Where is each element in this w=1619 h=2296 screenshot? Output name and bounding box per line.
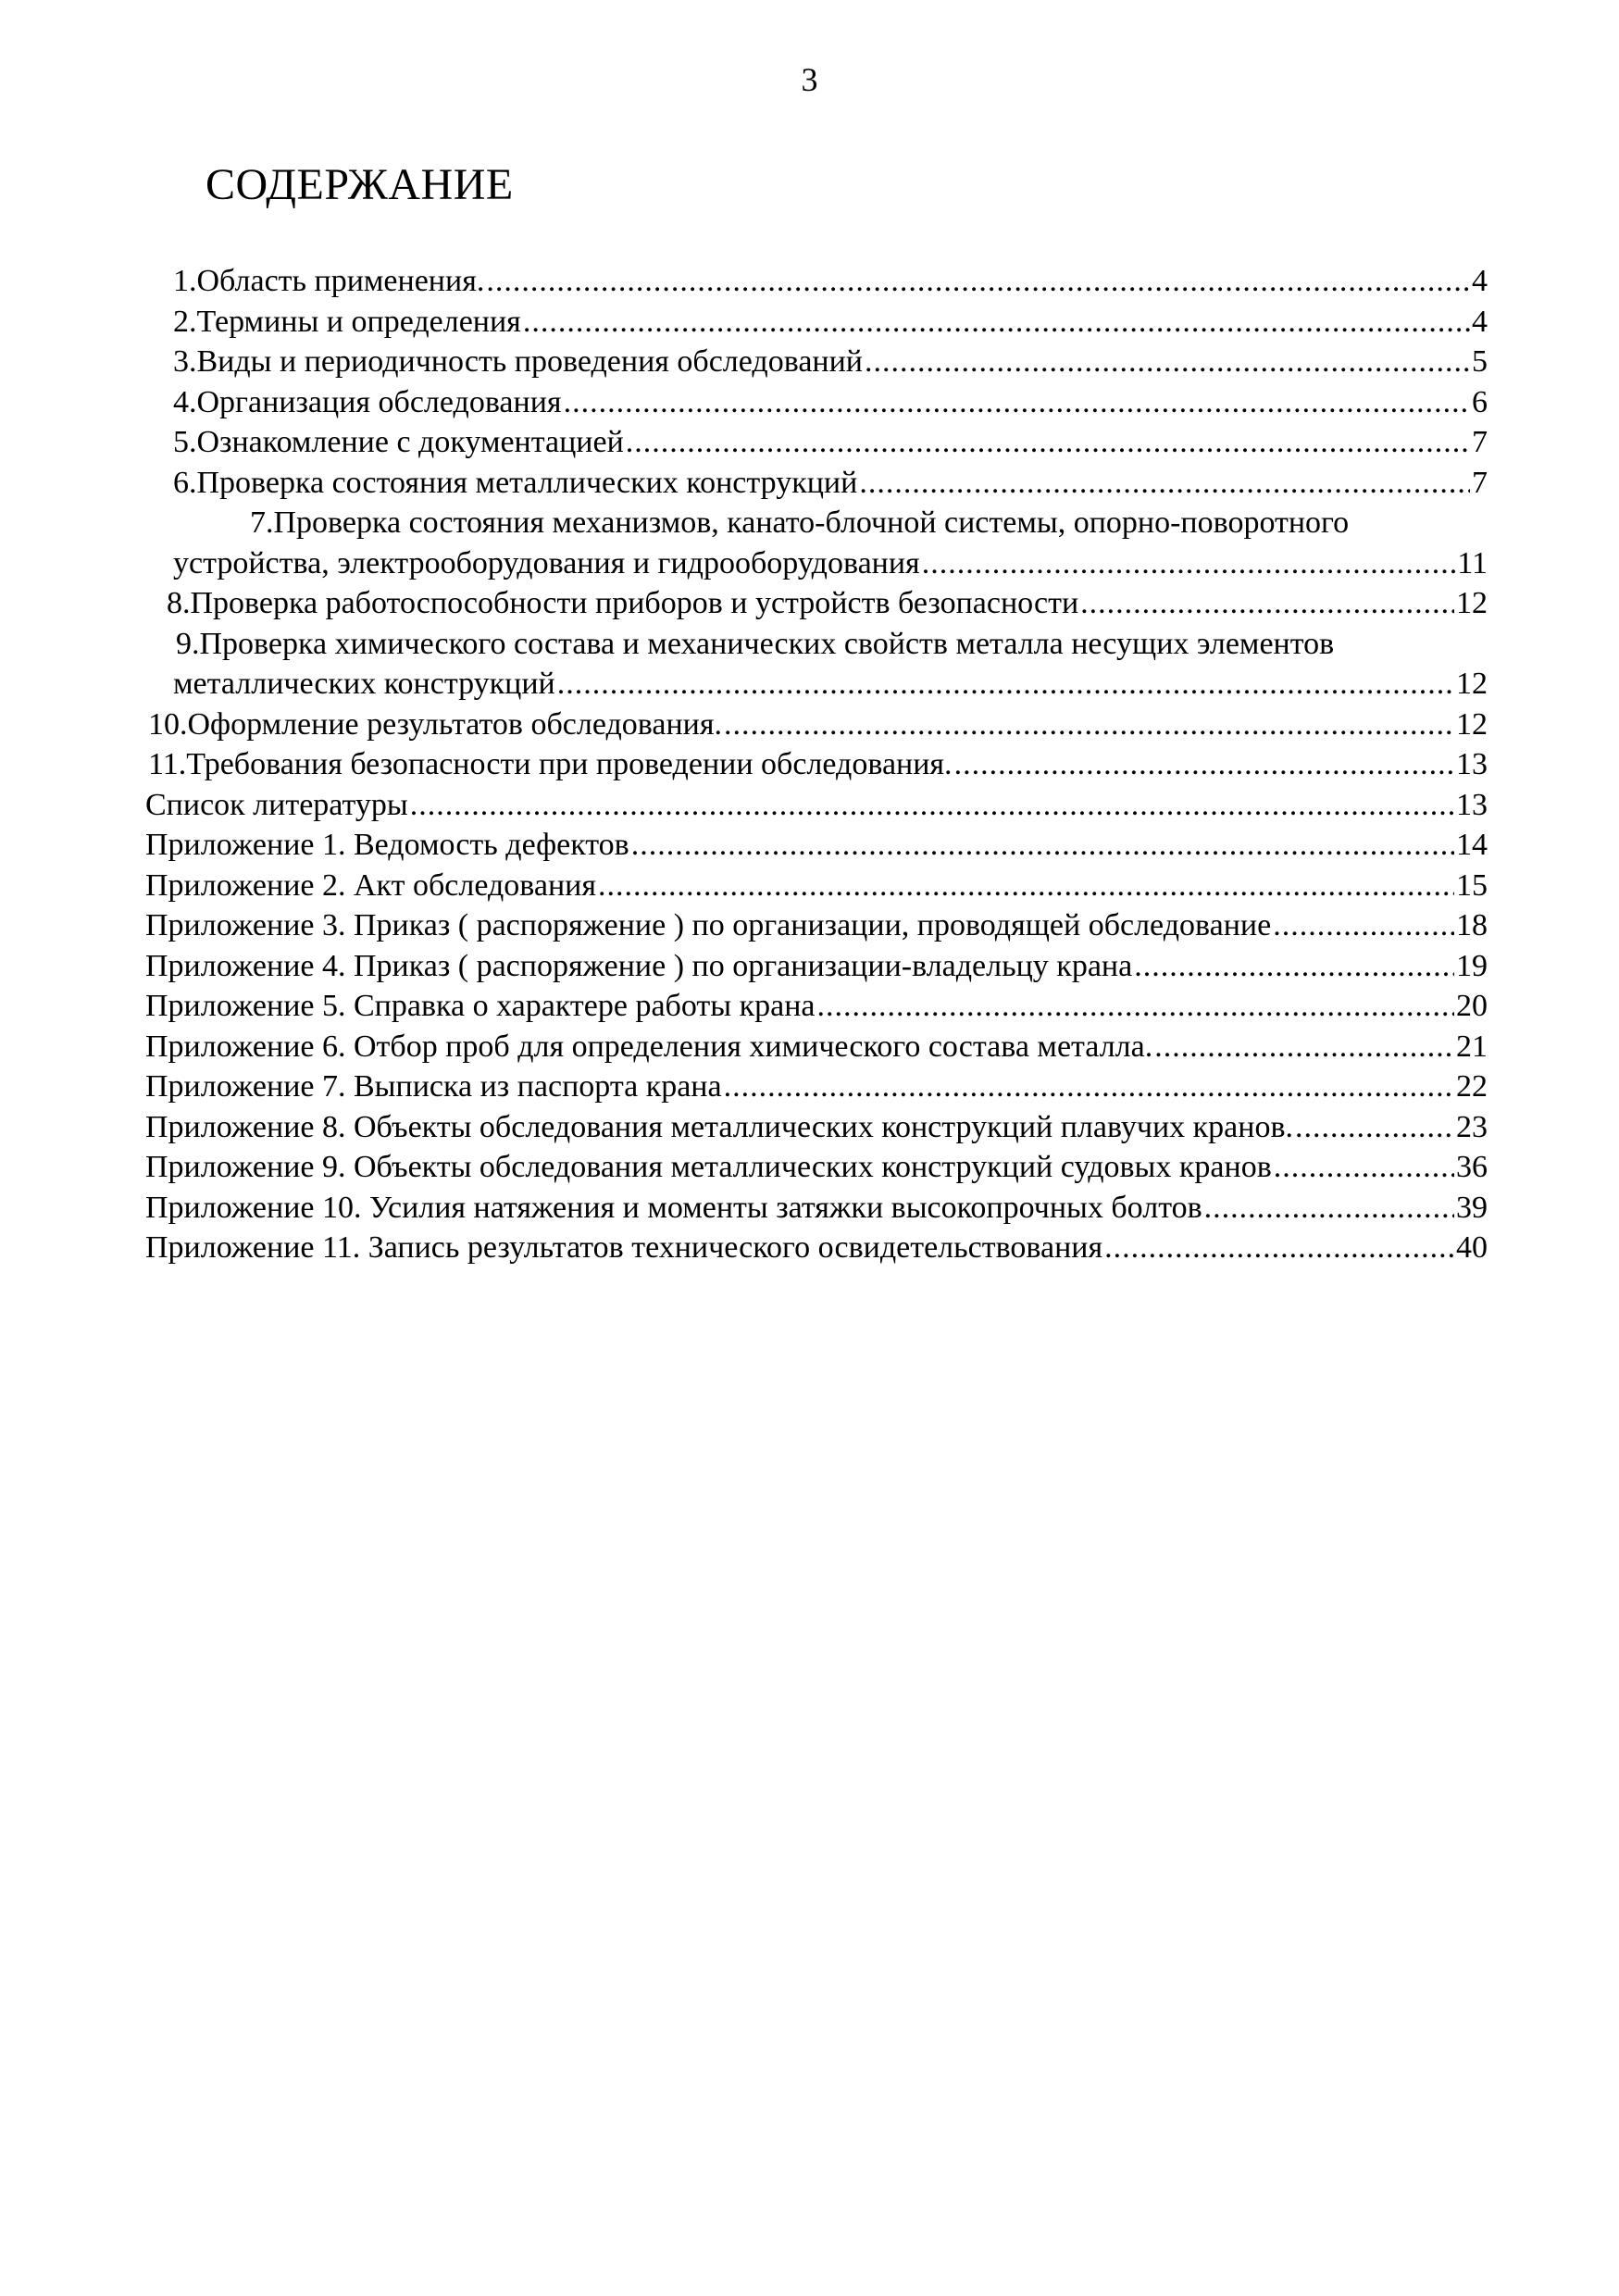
toc-leader-dots [596,866,1454,906]
toc-entry-appendix-5 [0,986,1619,1027]
toc-leader-dots [1271,905,1454,946]
toc-entry-page: 12 [1456,667,1488,701]
toc-entry-1 [0,261,1619,302]
toc-leader-dots [722,705,1454,745]
toc-entry-11 [0,744,1619,785]
toc-entry-appendix-11 [0,1228,1619,1268]
toc-entry-text: 6.Проверка состояния металлических конструкций [173,465,858,500]
toc-entry-text: Приложение 11. Запись результатов технического освидетельствования [145,1230,1103,1265]
toc-entry-page: 19 [1456,948,1488,983]
toc-entry-page: 6 [1472,384,1488,419]
toc-leader-dots [953,744,1454,785]
page-title: СОДЕРЖАНИЕ [205,160,514,209]
toc-entry-text: 10.Оформление результатов обследования. [148,706,723,742]
toc-leader-dots [920,543,1456,584]
toc-leader-dots [555,664,1454,705]
toc-entry-text: металлических конструкций [173,667,555,701]
toc-leader-dots [1202,1188,1454,1229]
toc-entry-text: Список литературы [145,787,408,822]
toc-entry-4 [0,382,1619,423]
toc-entry-page: 12 [1456,706,1488,742]
toc-entry-text: Приложение 6. Отбор проб для определения химического состава металла. [145,1029,1153,1064]
toc-entry-3 [0,342,1619,382]
toc-entry-7-line2 [0,543,1619,584]
toc-entry-page: 4 [1472,304,1488,339]
toc-leader-dots [408,785,1454,826]
toc-entry-appendix-1 [0,825,1619,866]
toc-leader-dots [1152,1027,1454,1067]
toc-entry-appendix-3 [0,905,1619,946]
toc-leader-dots [1078,583,1454,624]
toc-leader-dots [1293,1107,1454,1148]
toc-entry-9-line2 [0,664,1619,705]
toc-entry-page: 5 [1472,344,1488,379]
toc-entry-page: 7 [1472,465,1488,500]
toc-entry-text: Приложение 7. Выписка из паспорта крана [145,1069,722,1104]
toc-entry-appendix-7 [0,1067,1619,1107]
toc-leader-dots [629,825,1454,866]
toc-leader-dots [857,463,1470,504]
toc-entry-appendix-8 [0,1107,1619,1148]
page-number: 3 [801,61,818,98]
toc-entry-page: 13 [1456,787,1488,822]
toc-entry-8 [0,583,1619,624]
toc-entry-9-line1 [0,624,1619,665]
toc-entry-text: Приложение 3. Приказ ( распоряжение ) по организации, проводящей обследование [145,908,1272,942]
toc-leader-dots [624,422,1470,463]
toc-entry-text: Приложение 1. Ведомость дефектов [145,828,629,862]
toc-entry-page: 13 [1456,747,1488,781]
toc-entry-page: 7 [1472,425,1488,459]
toc-leader-dots [1102,1228,1454,1268]
toc-entry-6 [0,463,1619,504]
toc-leader-dots [863,342,1470,382]
toc-entry-text: 4.Организация обследования [173,384,562,419]
toc-entry-page: 36 [1456,1150,1488,1184]
toc-leader-dots [1132,946,1454,987]
toc-entry-10 [0,705,1619,745]
toc-entry-text: 1.Область применения. [173,264,485,298]
toc-entry-page: 40 [1456,1230,1488,1265]
toc-leader-dots [722,1067,1454,1107]
toc-entry-page: 18 [1456,908,1488,942]
toc-leader-dots [521,302,1470,343]
table-of-contents [0,261,1619,1268]
toc-entry-page: 4 [1472,264,1488,298]
toc-entry-page: 21 [1456,1029,1488,1064]
toc-entry-text: 11.Требования безопасности при проведении обследования. [148,747,953,781]
toc-entry-appendix-10 [0,1188,1619,1229]
toc-entry-page: 15 [1456,867,1488,903]
toc-entry-text: Приложение 4. Приказ ( распоряжение ) по организации-владельцу крана [145,948,1133,983]
toc-entry-text: 7.Проверка состояния механизмов, канато-блочной системы, опорно-поворотного [250,505,1350,540]
toc-entry-2 [0,302,1619,343]
toc-leader-dots [484,261,1470,302]
toc-entry-page: 14 [1456,828,1488,862]
toc-entry-appendix-6 [0,1027,1619,1067]
toc-entry-appendix-4 [0,946,1619,987]
toc-entry-text: Приложение 8. Объекты обследования металлических конструкций плавучих кранов. [145,1109,1294,1144]
toc-entry-5 [0,422,1619,463]
toc-entry-references [0,785,1619,826]
toc-entry-text: 3.Виды и периодичность проведения обследований [173,344,863,379]
toc-entry-text: Приложение 5. Справка о характере работы крана [145,989,816,1023]
toc-entry-page: 22 [1456,1069,1488,1104]
toc-entry-page: 39 [1456,1190,1488,1225]
toc-entry-text: Приложение 9. Объекты обследования металлических конструкций судовых кранов [145,1150,1272,1184]
toc-entry-text: 2.Термины и определения [173,304,521,339]
toc-entry-7-line1 [0,503,1619,543]
toc-entry-text: устройства, электрооборудования и гидрооборудования [173,545,920,580]
toc-entry-appendix-9 [0,1147,1619,1188]
toc-entry-text: 5.Ознакомление с документацией [173,425,624,459]
toc-entry-text: 9.Проверка химического состава и механических свойств металла несущих элементов [176,626,1335,661]
toc-entry-page: 20 [1456,989,1488,1023]
toc-leader-dots [562,382,1470,423]
toc-entry-text: Приложение 10. Усилия натяжения и моменты затяжки высокопрочных болтов [145,1190,1202,1225]
toc-entry-page: 23 [1456,1109,1488,1144]
toc-entry-appendix-2 [0,866,1619,906]
toc-leader-dots [1272,1147,1454,1188]
toc-leader-dots [815,986,1454,1027]
toc-entry-text: Приложение 2. Акт обследования [145,867,596,903]
toc-entry-page: 12 [1456,586,1488,620]
toc-entry-text: 8.Проверка работоспособности приборов и устройств безопасности [167,586,1079,620]
toc-entry-page: 11 [1457,545,1488,580]
